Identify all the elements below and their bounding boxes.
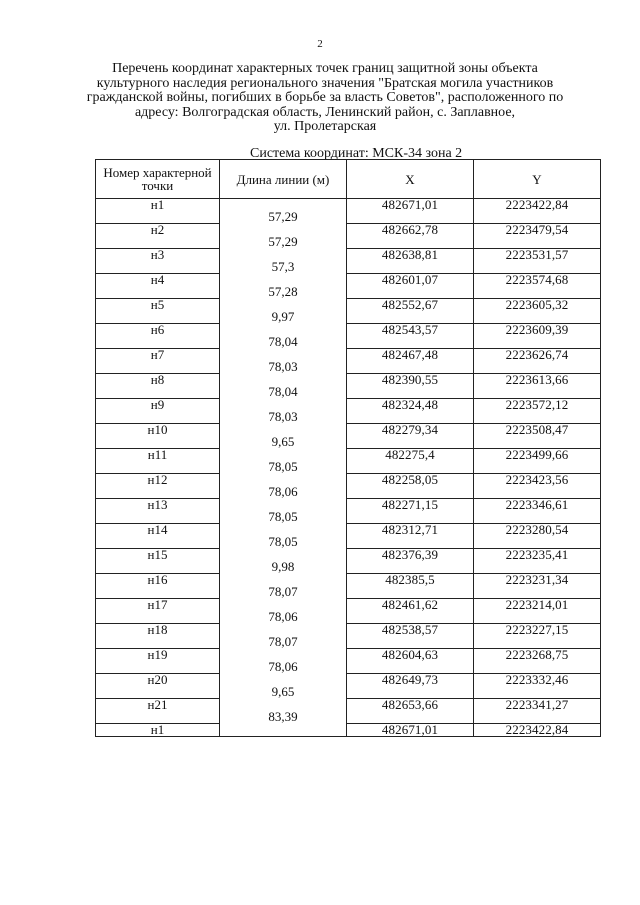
segment-length: 9,97 bbox=[220, 311, 347, 324]
coordinate-system-label: Система координат: МСК-34 зона 2 bbox=[250, 146, 463, 161]
coord-x: 482467,48 bbox=[347, 349, 474, 362]
coord-y: 2223231,34 bbox=[474, 574, 601, 587]
coord-x: 482601,07 bbox=[347, 274, 474, 287]
document-title bbox=[80, 62, 570, 135]
table-row bbox=[96, 249, 601, 262]
point-id: н1 bbox=[96, 199, 220, 212]
table-row bbox=[96, 624, 601, 637]
title-line: ул. Пролетарская bbox=[273, 119, 377, 134]
point-id: н10 bbox=[96, 424, 220, 437]
coord-x: 482279,34 bbox=[347, 424, 474, 437]
coord-y: 2223479,54 bbox=[474, 224, 601, 237]
point-id: н1 bbox=[96, 724, 220, 737]
length-empty bbox=[220, 724, 347, 737]
coord-y: 2223422,84 bbox=[474, 724, 601, 737]
segment-length: 78,06 bbox=[220, 611, 347, 624]
segment-length: 57,28 bbox=[220, 286, 347, 299]
coord-x: 482258,05 bbox=[347, 474, 474, 487]
coord-x: 482671,01 bbox=[347, 724, 474, 737]
title-line: адресу: Волгоградская область, Ленинский район, с. Заплавное, bbox=[134, 104, 516, 120]
title-line: Перечень координат характерных точек границ защитной зоны объекта bbox=[112, 61, 538, 76]
coord-y: 2223346,61 bbox=[474, 499, 601, 512]
table-row bbox=[96, 299, 601, 312]
segment-length: 78,04 bbox=[220, 386, 347, 399]
table-row bbox=[96, 449, 601, 462]
table-row bbox=[96, 224, 601, 237]
segment-length: 9,65 bbox=[220, 436, 347, 449]
segment-length: 57,3 bbox=[220, 261, 347, 274]
table-row bbox=[96, 274, 601, 287]
segment-length: 78,06 bbox=[220, 486, 347, 499]
table-row bbox=[96, 424, 601, 437]
coord-y: 2223499,66 bbox=[474, 449, 601, 462]
segment-length: 78,03 bbox=[220, 411, 347, 424]
table-row bbox=[96, 199, 601, 212]
point-id: н4 bbox=[96, 274, 220, 287]
page-number: 2 bbox=[317, 38, 323, 50]
coord-x: 482543,57 bbox=[347, 324, 474, 337]
coord-y: 2223422,84 bbox=[474, 199, 601, 212]
point-id: н8 bbox=[96, 374, 220, 387]
table-row bbox=[96, 674, 601, 687]
coordinates-table-body bbox=[96, 199, 601, 737]
header-point: Номер характерной точки bbox=[96, 160, 220, 199]
coord-y: 2223626,74 bbox=[474, 349, 601, 362]
coord-x: 482271,15 bbox=[347, 499, 474, 512]
point-id: н21 bbox=[96, 699, 220, 712]
table-row bbox=[96, 599, 601, 612]
coord-y: 2223574,68 bbox=[474, 274, 601, 287]
point-id: н2 bbox=[96, 224, 220, 237]
table-row bbox=[96, 549, 601, 562]
point-id: н5 bbox=[96, 299, 220, 312]
segment-length: 78,06 bbox=[220, 661, 347, 674]
table-row bbox=[96, 499, 601, 512]
coord-x: 482324,48 bbox=[347, 399, 474, 412]
coord-y: 2223572,12 bbox=[474, 399, 601, 412]
coord-x: 482275,4 bbox=[347, 449, 474, 462]
table-row bbox=[96, 574, 601, 587]
coord-y: 2223423,56 bbox=[474, 474, 601, 487]
point-id: н3 bbox=[96, 249, 220, 262]
point-id: н7 bbox=[96, 349, 220, 362]
coord-x: 482390,55 bbox=[347, 374, 474, 387]
coord-y: 2223235,41 bbox=[474, 549, 601, 562]
coord-y: 2223227,15 bbox=[474, 624, 601, 637]
coord-y: 2223613,66 bbox=[474, 374, 601, 387]
segment-length: 78,05 bbox=[220, 461, 347, 474]
coord-x: 482538,57 bbox=[347, 624, 474, 637]
coord-x: 482552,67 bbox=[347, 299, 474, 312]
segment-length: 9,98 bbox=[220, 561, 347, 574]
point-id: н13 bbox=[96, 499, 220, 512]
table-row bbox=[96, 399, 601, 412]
segment-length: 78,07 bbox=[220, 636, 347, 649]
coord-x: 482461,62 bbox=[347, 599, 474, 612]
table-row bbox=[96, 699, 601, 712]
table-row bbox=[96, 649, 601, 662]
point-id: н20 bbox=[96, 674, 220, 687]
table-header-row bbox=[96, 160, 601, 199]
point-id: н14 bbox=[96, 524, 220, 537]
coord-x: 482312,71 bbox=[347, 524, 474, 537]
point-id: н16 bbox=[96, 574, 220, 587]
table-row bbox=[96, 724, 601, 737]
coord-y: 2223531,57 bbox=[474, 249, 601, 262]
segment-length: 9,65 bbox=[220, 686, 347, 699]
header-length: Длина линии (м) bbox=[220, 160, 347, 199]
segment-length: 78,07 bbox=[220, 586, 347, 599]
coord-y: 2223332,46 bbox=[474, 674, 601, 687]
coord-y: 2223609,39 bbox=[474, 324, 601, 337]
header-x: X bbox=[347, 160, 474, 199]
coord-y: 2223214,01 bbox=[474, 599, 601, 612]
coordinates-table bbox=[95, 159, 601, 737]
coord-y: 2223280,54 bbox=[474, 524, 601, 537]
header-y: Y bbox=[474, 160, 601, 199]
table-row bbox=[96, 324, 601, 337]
table-row bbox=[96, 474, 601, 487]
segment-length: 78,05 bbox=[220, 536, 347, 549]
coord-y: 2223605,32 bbox=[474, 299, 601, 312]
point-id: н6 bbox=[96, 324, 220, 337]
segment-length: 83,39 bbox=[220, 711, 347, 724]
coord-x: 482662,78 bbox=[347, 224, 474, 237]
coord-y: 2223341,27 bbox=[474, 699, 601, 712]
coord-y: 2223508,47 bbox=[474, 424, 601, 437]
table-row bbox=[96, 374, 601, 387]
coord-x: 482376,39 bbox=[347, 549, 474, 562]
table-row bbox=[96, 524, 601, 537]
point-id: н11 bbox=[96, 449, 220, 462]
segment-length: 78,03 bbox=[220, 361, 347, 374]
coord-x: 482653,66 bbox=[347, 699, 474, 712]
segment-length: 57,29 bbox=[220, 236, 347, 249]
coord-y: 2223268,75 bbox=[474, 649, 601, 662]
coord-x: 482604,63 bbox=[347, 649, 474, 662]
table-row bbox=[96, 349, 601, 362]
segment-length: 78,05 bbox=[220, 511, 347, 524]
point-id: н19 bbox=[96, 649, 220, 662]
point-id: н15 bbox=[96, 549, 220, 562]
title-line: культурного наследия регионального значения "Братская могила участников bbox=[96, 75, 554, 91]
segment-length: 78,04 bbox=[220, 336, 347, 349]
coord-x: 482385,5 bbox=[347, 574, 474, 587]
point-id: н17 bbox=[96, 599, 220, 612]
title-line: гражданской войны, погибших в борьбе за власть Советов", расположенного по bbox=[86, 90, 564, 105]
coord-x: 482671,01 bbox=[347, 199, 474, 212]
point-id: н18 bbox=[96, 624, 220, 637]
segment-length: 57,29 bbox=[220, 211, 347, 224]
coord-x: 482638,81 bbox=[347, 249, 474, 262]
point-id: н9 bbox=[96, 399, 220, 412]
coord-x: 482649,73 bbox=[347, 674, 474, 687]
point-id: н12 bbox=[96, 474, 220, 487]
